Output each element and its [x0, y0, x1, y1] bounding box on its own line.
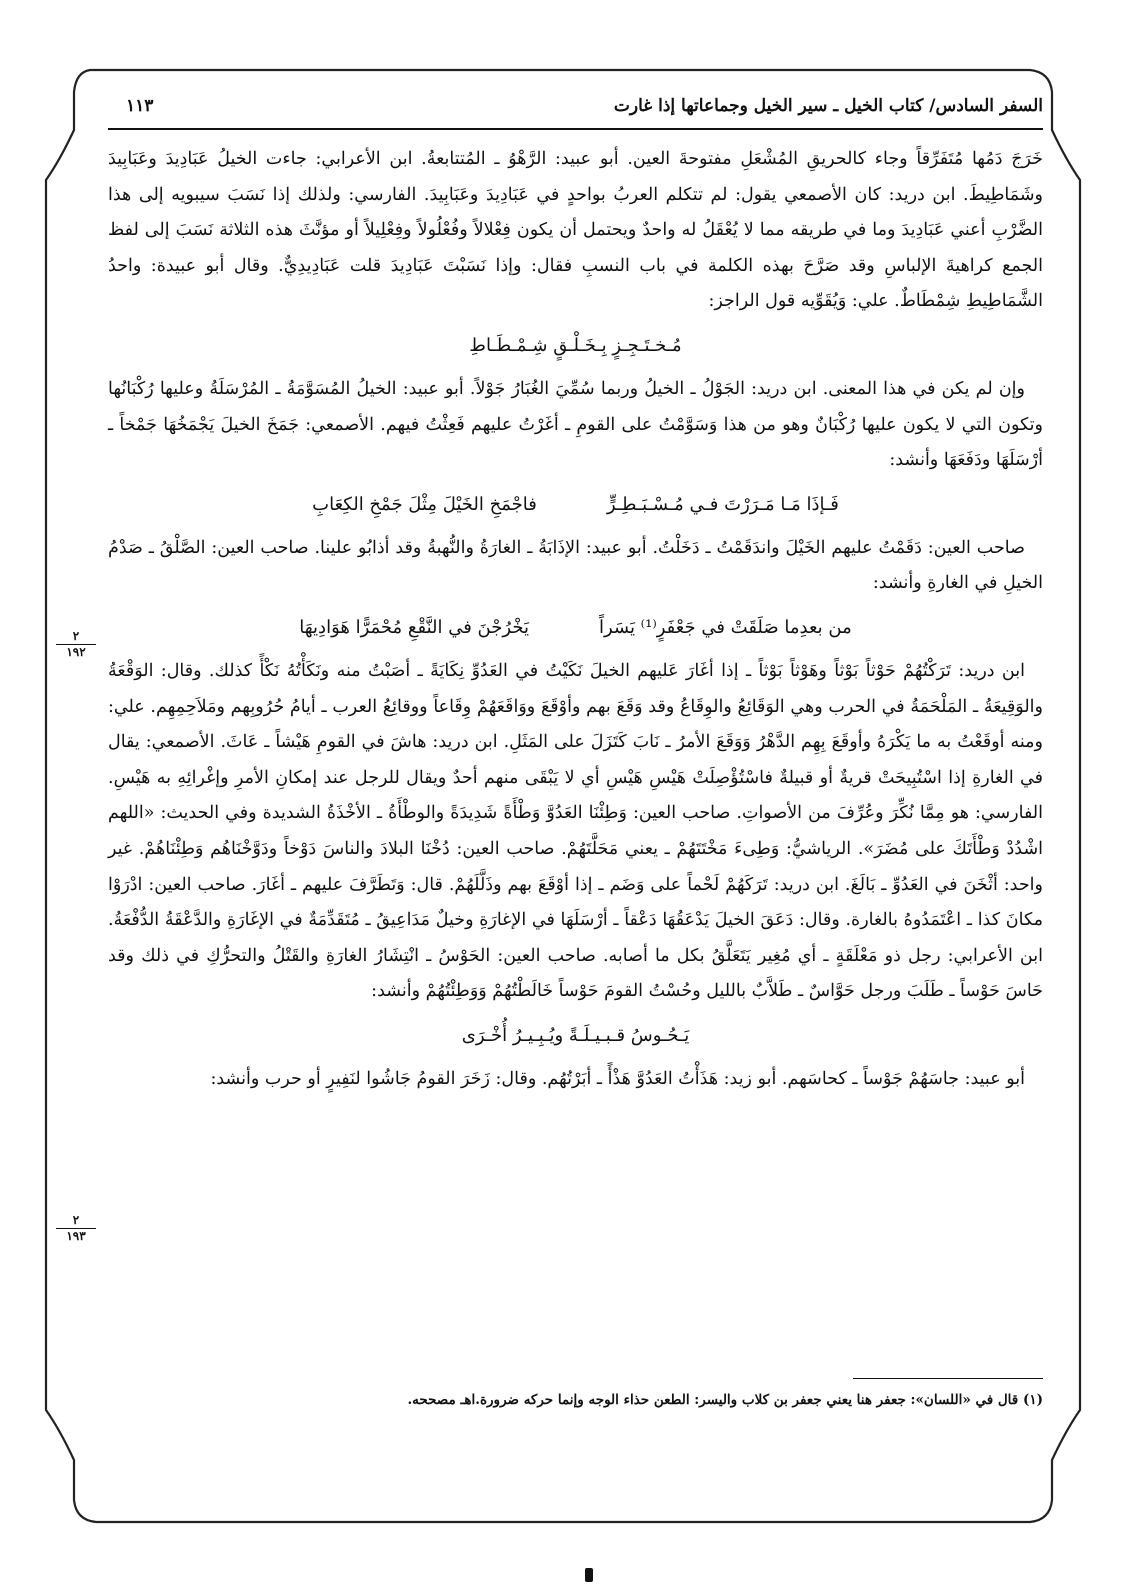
paragraph-5: أبو عبيد: جاسَهُمْ جَوْساً ـ كحاسَهم. أبو زيد: هَذَأْتُ العَدُوَّ هَذْأً ـ أبَرْتُهُم. وقال: زَخَرَ القومُ جَاشُوا لنَفِيرٍ أو حرب وأنشد: — [210, 1068, 1025, 1089]
paragraph-2: وإن لم يكن في هذا المعنى. ابن دريد: الجَوْلُ ـ الخيلُ وربما سُمِّيَ الغُبَارُ جَوْلاً. أبو عبيد: الخيلُ المُسَوَّمَةُ ـ المُرْسَلَةُ وعليها رُكْبَانُها وتكون التي لا يكون عليها رُكْبَانٌ وهو من هذا وَسَوَّمْتُ على القومِ ـ أغَرْتُ عليهم فَعِثْتُ فيهم. الأصمعي: جَمَخَ الخيلَ يَجْمَخُهَا جَمْخاً ـ أرْسَلَهَا ودَفَعَهَا وأنشد: — [108, 378, 1043, 471]
running-header — [108, 90, 1043, 126]
margin-ref-1-volume: ٢ — [56, 630, 96, 645]
header-rule — [108, 128, 1043, 130]
verse-4: يَـحُـوسُ قـبـيـلَـةً ويُـبِـيـرُ أُخْـرَى — [461, 1024, 690, 1046]
footnote-rule — [853, 1378, 1043, 1379]
verse-2 — [108, 479, 1043, 531]
verse-2-second-hemistich: فاجْمَخِ الخَيْلَ مِثْلَ جَمْخِ الكِعَابِ — [312, 493, 537, 515]
margin-ref-2-volume: ٢ — [56, 1214, 96, 1229]
page-number: ١١٣ — [126, 96, 154, 116]
verse-3-second-hemistich: يَخْرُجْنَ في النَّقْعِ مُحْمَرًّا هَوَادِيهَا — [299, 616, 529, 638]
document-page — [66, 82, 1043, 1502]
header-title: السفر السادس/ كتاب الخيل ـ سير الخيل وجماعاتها إذا غارت — [613, 96, 1043, 116]
verse-1: مُـخـتَـجِـزٍ بِـخَـلْـقٍ شِـمْـطَـاطِ — [469, 334, 682, 356]
verse-3 — [108, 602, 1043, 654]
margin-ref-1-page: ١٩٢ — [66, 645, 86, 659]
paragraph-4: ابن دريد: تَرَكْتُهُمْ حَوْثاً بَوْثاً وهَوْثاً بَوْثاً ـ إذا أغَارَ عَليهم الخيلَ نَكَيْتُ في العَدُوِّ نِكَايَةً ـ أصَبْتُ منه ونَكَأْتُهُ نَكْأً كذلك. وقال: الوَقْعَةُ والوَقِيعَةُ ـ المَلْحَمَةُ في الحرب وهي الوَقَائِعُ والوِقَاعُ وقد وَقَعَ بهم وأوْقَعَ ووَاقَعَهُمْ وِقَاعاً ووقائِعُ العرب ـ أيامُ حُرُوبِهم ومَلاَحِمِهِم. علي: ومنه أوقَعْتُ به ما يَكْرَهُ وأوقَعَ بِهِم الدَّهْرُ وَوَقَعَ الأمرُ ـ نَابَ كَتَزَلَ على المَثَلِ. ابن دريد: هاشَ في القومِ هَيْشاً ـ عَاثَ. الأصمعي: يقال في الغارةِ إذا اسْتُبِيحَتْ قريةٌ أو قبيلةٌ فاسْتُؤْصِلَتْ هَيْسِ هَيْسِ أي لا يَبْقَى منهم أحدٌ ويقال للرجل عند إمكانِ الأمرِ وإغْرائِهِ به هَيْسِ. الفارسي: هو مِمَّا نُكِّرَ وعُرِّفَ من الأصواتِ. صاحب العين: وَطِئْنَا العَدُوَّ وَطْأَةً شَدِيدَةً والوطْأَةُ ـ الأخْذَةُ الشديدة وفي الحديث: «اللهم اشْدُدْ وَطْأَتَكَ على مُضَرَ». الرياشيُّ: وَطِىءَ مَخْتَتَهُمْ ـ يعني مَحَلَّتَهُمْ. صاحب العين: دُخْنَا البلادَ والناسَ دَوْخاً ودَوَّخْنَاهُم وَطِئْنَاهُمْ. غير واحد: أثْخَنَ في العَدُوِّ ـ بَالَغَ. ابن دريد: تَرَكَهُمْ لَحْماً على وَضَم ـ إذا أوْقَعَ بهم وذَلَّلَهُمْ. قال: وَتَطَرَّفَ عليهم ـ أغَارَ. صاحب العين: ادْرَوْا مكانَ كذا ـ اعْتَمَدُوهُ بالغارة. وقال: دَعَقَ الخيلَ يَدْعَقُهَا دَعْقاً ـ أرْسَلَهَا في الإغارَةِ وخيلٌ مَدَاعِيقُ ـ مُتَقَدِّمَةٌ في الإغَارَةِ والدَّعْقَةُ الدُّفْعَةُ. ابن الأعرابي: رجل ذو مَعْلَقَةٍ ـ أي مُغِير يَتَعَلَّقُ بكل ما أصابه. صاحب العين: الحَوْسُ ـ انْتِشَارُ الغارَةِ والقَتْلُ والتحرُّكِ في ذلك وقد حَاسَ حَوْساً ـ طَلَبَ ورجل حَوَّاسٌ ـ طَلاَّبٌ بالليل وحُسْتُ القومَ حَوْساً خَالَطْتُهُمْ وَوَطِئْتُهُمْ وأنشد: — [108, 660, 1043, 1002]
paragraph-1: خَرَجَ دَمُها مُتَفَرِّقاً وجاء كالحريقِ المُشْعَلِ مفتوحةَ العين. أبو عبيد: الرَّهْوُ ـ المُتتابعةُ. ابن الأعرابي: جاءت الخيلُ عَبَادِيدَ وعَبَابِيدَ وشَمَاطِيطَ. ابن دريد: كان الأصمعي يقول: لم تتكلم العربُ بواحدٍ في عَبَادِيدَ وعَبَابِيدَ. الفارسي: ولذلك إذا نَسَبَ سيبويه إلى هذا الضَّرْبِ أعني عَبَادِيدَ وما في طريقه مما لا يُعْقَلُ له واحدٌ ويحتمل أن يكون فِعْلالاً وفُعْلُولاً وفِعْلِيلاً أو مؤنَّثَ هذه الثلاثة نَسَبَ إلى لفظ الجمع كراهيةَ الإلباسِ وقد صَرَّحَ بهذه الكلمة في باب النسبِ فقال: وإذا نَسَبْتَ عَبَادِيدَ قلت عَبَادِيدِيٌّ. وقال أبو عبيدة: واحدُ الشَّمَاطِيطِ شِمْطَاطٌ. علي: وَيُقَوِّيه قول الراجز: — [108, 149, 1043, 312]
margin-page-ref-2 — [56, 1214, 96, 1243]
bottom-ink-mark — [585, 1568, 593, 1582]
footnote: (١) قال في «اللسان»: جعفر هنا يعني جعفر بن كلاب واليسر: الطعن حذاء الوجه وإنما حركه ضرورة.اهـ مصححه. — [407, 1392, 1043, 1408]
main-text — [108, 142, 1043, 1097]
verse-3-first-hemistich: من بعدِما صَلَقَتْ في جَعْفَرٍ⁽¹⁾ يَسَراً — [598, 616, 852, 638]
margin-page-ref-1 — [56, 630, 96, 659]
verse-2-first-hemistich: فَـإذَا مَـا مَـرَرْتَ فـي مُـسْـبَـطِـرٍّ — [606, 493, 839, 515]
paragraph-3: صاحب العين: دَقَمْتُ عليهم الخَيْلَ واندَقَمْتُ ـ دَخَلْتُ. أبو عبيد: الإذَابَةُ ـ الغارَةُ والنُّهبةُ وقد أذابُو علينا. صاحب العين: الصَّلْقُ ـ صَدْمُ الخيلِ في الغارةِ وأنشد: — [108, 537, 1043, 594]
margin-ref-2-page: ١٩٣ — [66, 1229, 86, 1243]
